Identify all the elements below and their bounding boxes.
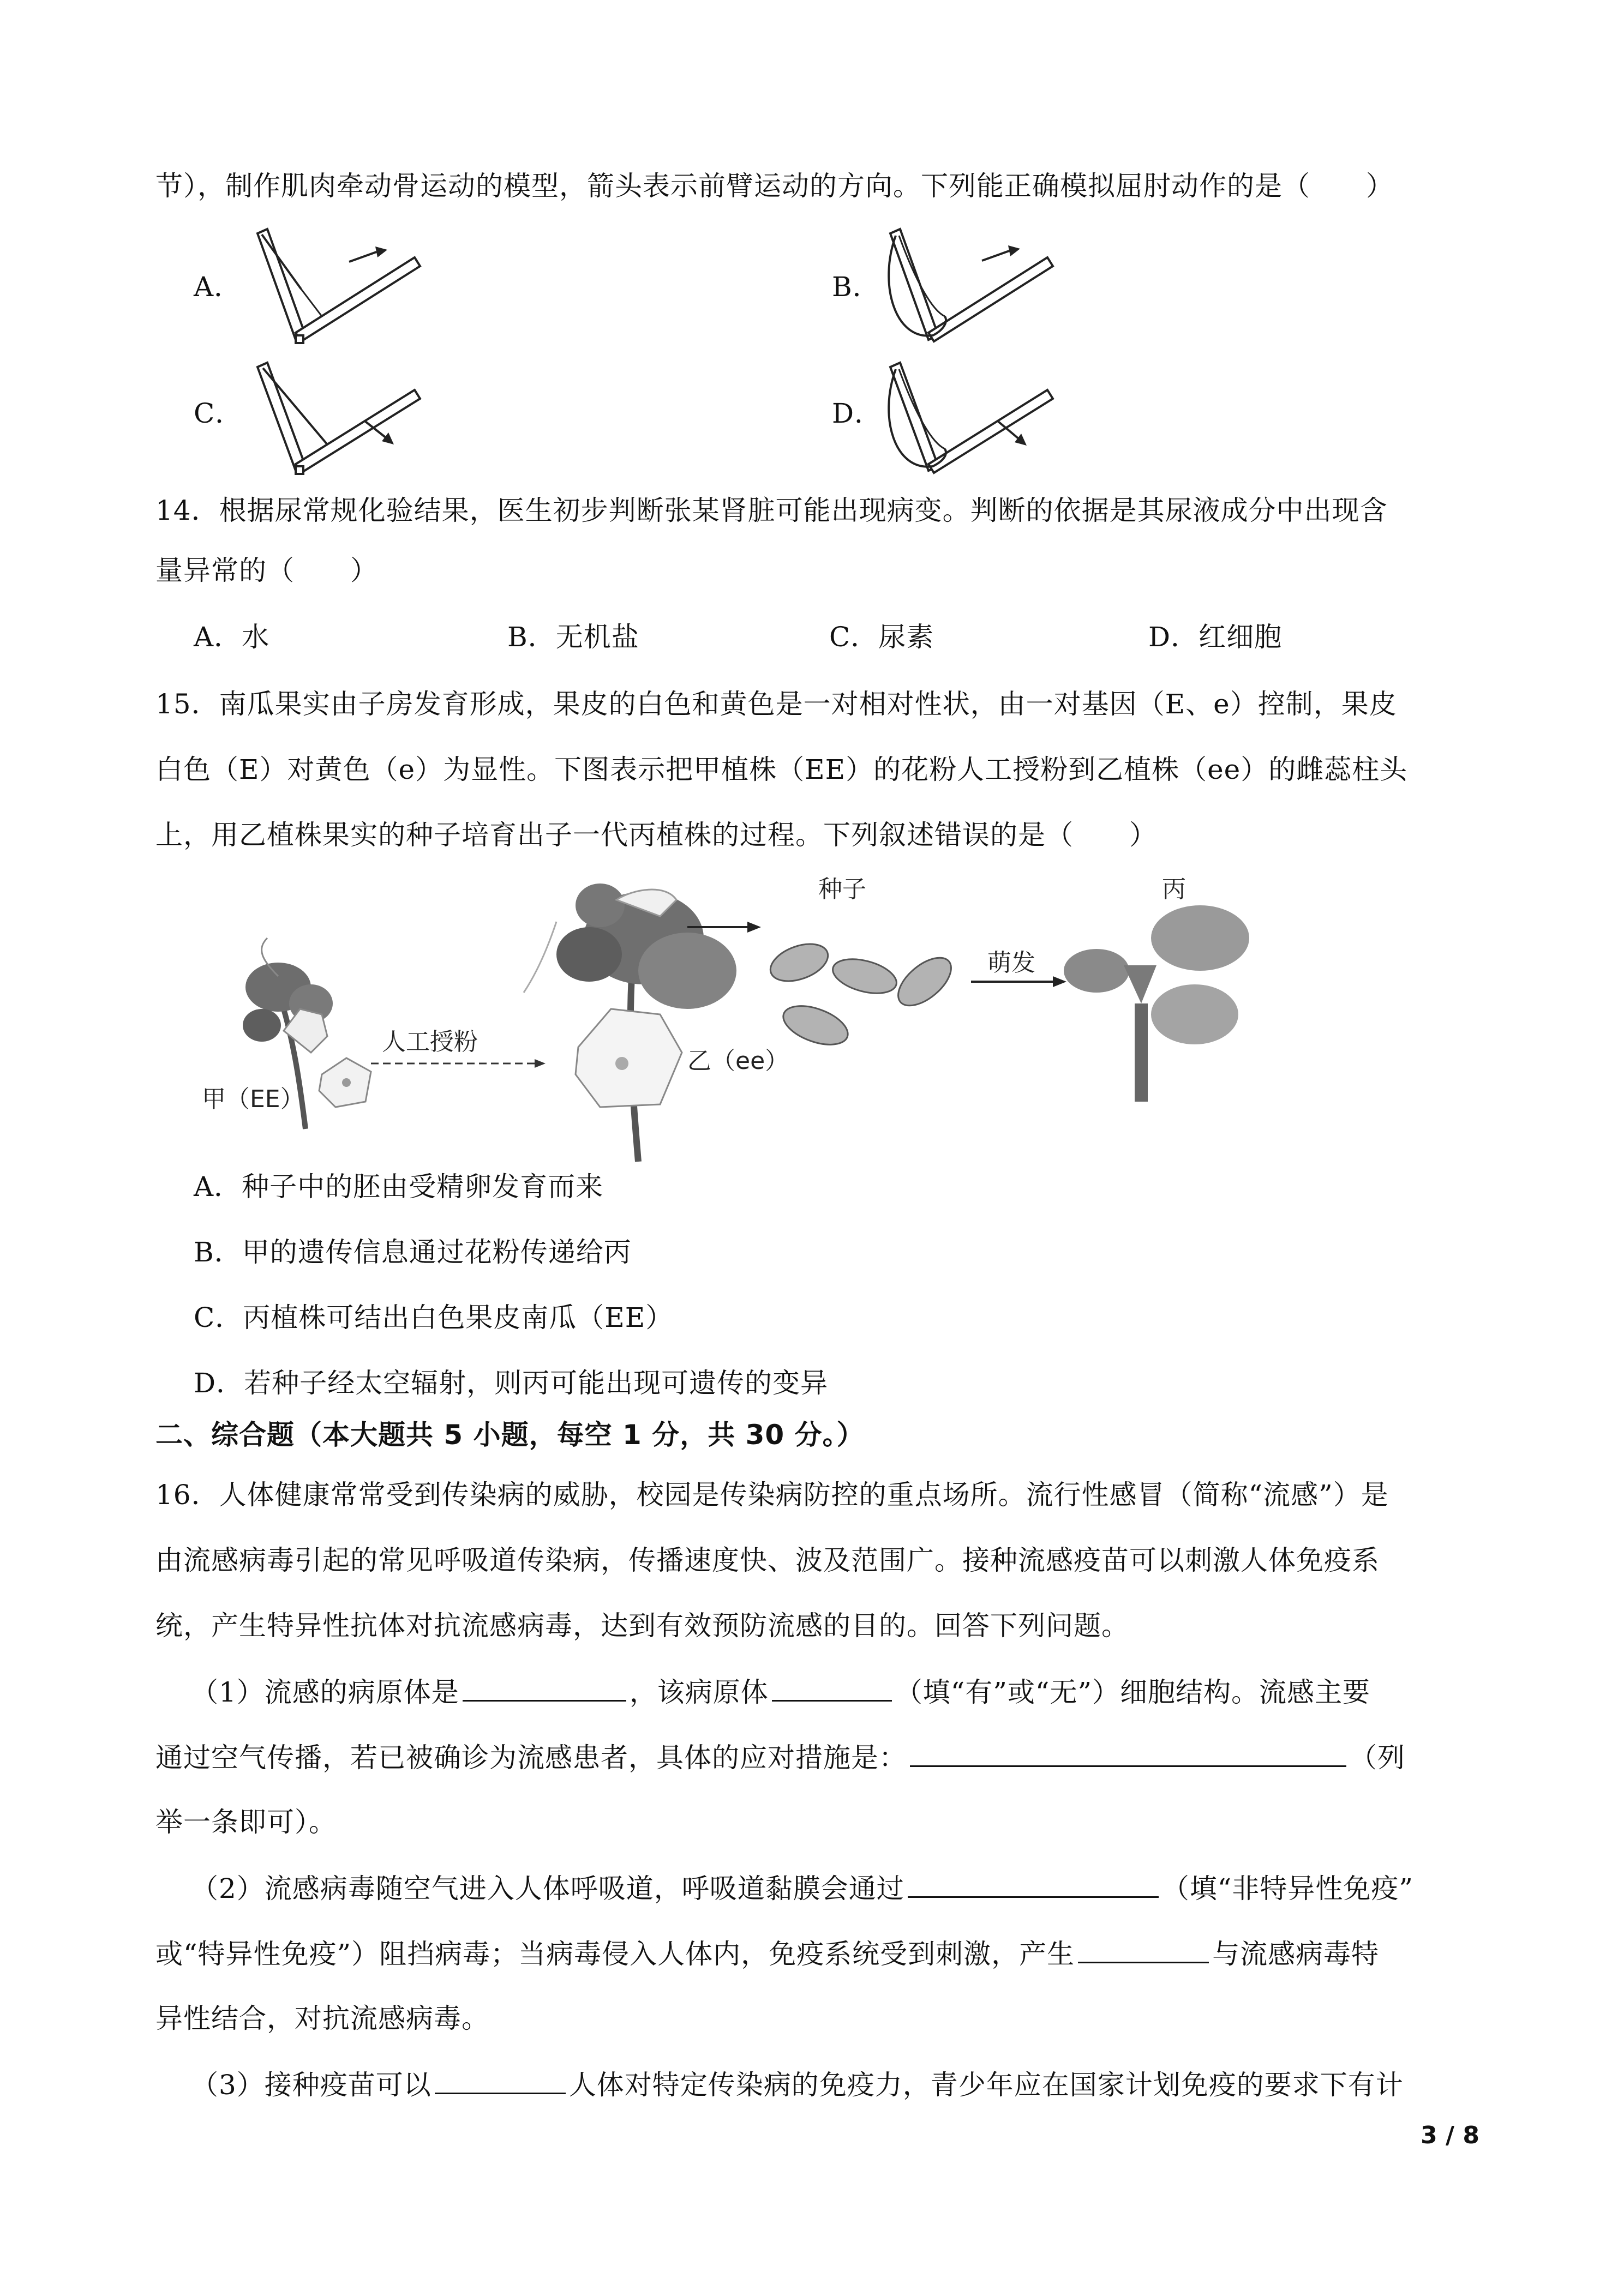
q16-part1-text-d: 通过空气传播，若已被确诊为流感患者，具体的应对措施是： — [155, 1742, 907, 1774]
q13-option-d-model — [884, 357, 1058, 483]
q16-part3-line1 — [191, 2064, 1404, 2105]
q16-part2-line2 — [155, 1933, 1379, 1974]
label-seed: 种子 — [818, 875, 866, 903]
q16-part3-text-b: 人体对特定传染病的免疫力，青少年应在国家计划免疫的要求下有计 — [568, 2069, 1404, 2101]
q13-option-b-model — [884, 224, 1058, 349]
answer-blank-cell-structure[interactable] — [772, 1672, 892, 1702]
q16-part2-line3: 异性结合，对抗流感病毒。 — [155, 2003, 489, 2034]
q16-part1-line3: 举一条即可）。 — [155, 1806, 337, 1838]
section2-title: 二、综合题（本大题共 5 小题，每空 1 分，共 30 分。） — [155, 1419, 865, 1451]
q15-stem-line3: 上，用乙植株果实的种子培育出子一代丙植株的过程。下列叙述错误的是（ ） — [155, 819, 1157, 851]
answer-blank-response-measure[interactable] — [910, 1737, 1346, 1767]
q14-option-a: A．水 — [194, 621, 270, 653]
q13-option-a-label: A． — [194, 271, 242, 303]
q13-option-c-label: C． — [194, 398, 243, 429]
q16-part1-text-b: ，该病原体 — [629, 1676, 769, 1708]
q15-option-c: C．丙植株可结出白色果皮南瓜（EE） — [194, 1302, 674, 1333]
label-germinate: 萌发 — [987, 949, 1035, 977]
q16-part2-text-c: 或“特异性免疫”）阻挡病毒；当病毒侵入人体内，免疫系统受到刺激，产生 — [155, 1938, 1075, 1970]
q15-option-a: A．种子中的胚由受精卵发育而来 — [194, 1171, 604, 1203]
q16-part2-text-a: （2）流感病毒随空气进入人体呼吸道，呼吸道黏膜会通过 — [191, 1873, 904, 1904]
q14-stem-line2: 量异常的（ ） — [155, 555, 378, 586]
q13-option-a-model — [251, 224, 426, 349]
q16-part1-text-c: （填“有”或“无”）细胞结构。流感主要 — [895, 1676, 1371, 1708]
q15-stem-line1: 15．南瓜果实由子房发育形成，果皮的白色和黄色是一对相对性状，由一对基因（E、e）控制，果皮 — [155, 688, 1397, 720]
seeds-illustration — [765, 937, 960, 1052]
q16-stem-line1: 16．人体健康常常受到传染病的威胁，校园是传染病防控的重点场所。流行性感冒（简称“流感”）是 — [155, 1479, 1389, 1511]
answer-blank-vaccine-effect[interactable] — [435, 2064, 566, 2094]
q16-part1-text-a: （1）流感的病原体是 — [191, 1676, 459, 1708]
q15-option-d: D．若种子经太空辐射，则丙可能出现可遗传的变异 — [194, 1367, 829, 1399]
plant-yi-illustration — [524, 883, 736, 1162]
page-number: 3 / 8 — [1421, 2121, 1479, 2149]
q16-part1-line2 — [155, 1737, 1405, 1777]
answer-blank-immunity-type[interactable] — [908, 1868, 1159, 1898]
germination-arrowhead — [1053, 976, 1066, 987]
q16-stem-line2: 由流感病毒引起的常见呼吸道传染病，传播速度快、波及范围广。接种流感疫苗可以刺激人体免疫系 — [155, 1544, 1380, 1576]
seedling-bing-illustration — [1064, 905, 1249, 1102]
label-bing: 丙 — [1162, 875, 1186, 903]
q16-part3-text-a: （3）接种疫苗可以 — [191, 2069, 432, 2101]
q16-part1-text-e: （列 — [1350, 1742, 1405, 1774]
q15-option-b: B．甲的遗传信息通过花粉传递给丙 — [194, 1236, 632, 1268]
answer-blank-pathogen[interactable] — [463, 1672, 626, 1702]
q16-part1-line1 — [191, 1672, 1370, 1712]
q14-option-d: D．红细胞 — [1148, 621, 1283, 653]
q14-option-c: C．尿素 — [829, 621, 934, 653]
label-pollination: 人工授粉 — [382, 1028, 478, 1056]
q15-pollination-figure — [196, 867, 1358, 1167]
label-yi: 乙（ee） — [687, 1047, 789, 1075]
arrow-to-seed-head — [747, 922, 761, 933]
q13-option-c-model — [251, 357, 426, 483]
q13-stem: 节），制作肌肉牵动骨运动的模型，箭头表示前臂运动的方向。下列能正确模拟屈肘动作的是（ ） — [155, 170, 1394, 202]
q14-option-b: B．无机盐 — [507, 621, 639, 653]
q13-option-d-label: D． — [832, 398, 883, 429]
q16-part2-text-d: 与流感病毒特 — [1212, 1938, 1380, 1970]
q16-stem-line3: 统，产生特异性抗体对抗流感病毒，达到有效预防流感的目的。回答下列问题。 — [155, 1610, 1129, 1642]
q15-stem-line2: 白色（E）对黄色（e）为显性。下图表示把甲植株（EE）的花粉人工授粉到乙植株（ee）的雌蕊柱头 — [155, 754, 1408, 785]
q13-option-b-label: B． — [832, 271, 880, 303]
label-jia: 甲（EE） — [202, 1085, 304, 1113]
q16-part2-line1 — [191, 1868, 1413, 1908]
pollination-arrowhead — [535, 1059, 546, 1068]
answer-blank-antibody[interactable] — [1078, 1933, 1209, 1963]
q14-stem-line1: 14．根据尿常规化验结果，医生初步判断张某肾脏可能出现病变。判断的依据是其尿液成分中出现含 — [155, 495, 1388, 526]
q16-part2-text-b: （填“非特异性免疫” — [1161, 1873, 1413, 1904]
